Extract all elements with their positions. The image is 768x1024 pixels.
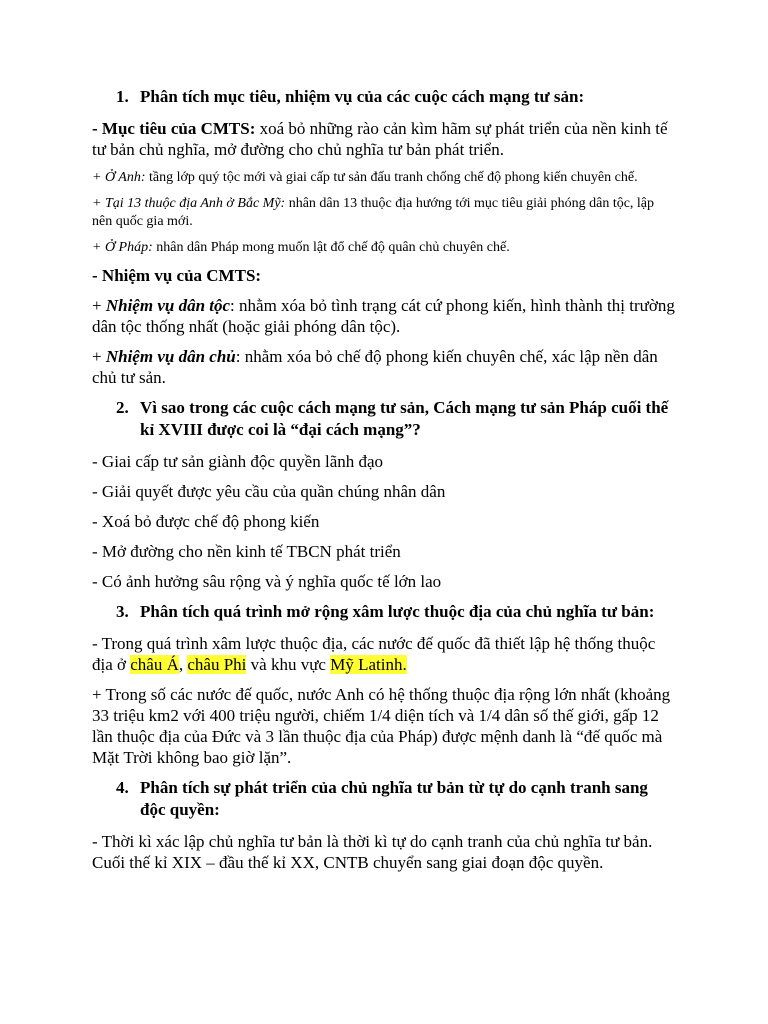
task2-paragraph: + Nhiệm vụ dân chủ: nhằm xóa bỏ chế độ phong kiến chuyên chế, xác lập nền dân chủ tư sản. <box>92 347 658 387</box>
task1-paragraph: + Nhiệm vụ dân tộc: nhằm xóa bỏ tình trạng cát cứ phong kiến, hình thành thị trường dân tộc thống nhất (hoặc giải phóng dân tộc). <box>92 296 675 336</box>
section-1-heading <box>92 86 676 108</box>
my-label: + Tại 13 thuộc địa Anh ở Bắc Mỹ: <box>92 196 286 211</box>
my-paragraph <box>92 195 676 231</box>
goal-paragraph <box>92 118 676 160</box>
anh-paragraph <box>92 169 676 187</box>
list-item: - Có ảnh hưởng sâu rộng và ý nghĩa quốc tế lớn lao <box>92 572 442 591</box>
section-2-heading <box>92 397 676 441</box>
section-4-heading <box>92 777 676 821</box>
monopoly-paragraph: - Thời kì xác lập chủ nghĩa tư bản là thời kì tự do cạnh tranh của chủ nghĩa tư bản. Cuối thế kỉ XIX – đầu thế kỉ XX, CNTB chuyển sang giai đoạn độc quyền. <box>92 832 653 872</box>
goal-text: xoá bỏ những rào cản kìm hãm sự phát triển của nền kinh tế tư bản chủ nghĩa, mở đường cho chủ nghĩa tư bản phát triển. <box>92 119 668 159</box>
my-text: nhân dân 13 thuộc địa hướng tới mục tiêu giải phóng dân tộc, lập nên quốc gia mới. <box>92 196 655 229</box>
list-item: - Giải quyết được yêu cầu của quần chúng nhân dân <box>92 482 446 501</box>
highlight-chau-phi: châu Phi <box>187 655 247 674</box>
highlight-my-latinh: Mỹ Latinh. <box>330 655 407 674</box>
section-3-heading <box>92 601 676 623</box>
list-item: - Giai cấp tư sản giành độc quyền lãnh đạo <box>92 452 384 471</box>
section-number: 2. <box>116 398 129 417</box>
phap-text: nhân dân Pháp mong muốn lật đổ chế độ quân chủ chuyên chế. <box>152 240 510 255</box>
england-paragraph: + Trong số các nước đế quốc, nước Anh có hệ thống thuộc địa rộng lớn nhất (khoảng 33 triệu km2 với 400 triệu người, chiếm 1/4 diện tích và 1/4 dân số thế giới, gấp 12 lần thuộc địa của Đức và 3 lần thuộc địa của Pháp) được mệnh danh là “đế quốc mà Mặt Trời không bao giờ lặn”. <box>92 685 671 767</box>
section-title: Phân tích mục tiêu, nhiệm vụ của các cuộc cách mạng tư sản: <box>140 87 585 106</box>
phap-paragraph <box>92 239 676 257</box>
list-item: - Mở đường cho nền kinh tế TBCN phát triển <box>92 542 401 561</box>
phap-label: + Ở Pháp: <box>92 240 153 255</box>
anh-text: tầng lớp quý tộc mới và giai cấp tư sản đấu tranh chống chế độ phong kiến chuyên chế. <box>145 170 638 185</box>
section-title: Phân tích quá trình mở rộng xâm lược thuộc địa của chủ nghĩa tư bản: <box>140 602 655 621</box>
highlight-chau-a: châu Á <box>130 655 179 674</box>
task1-text: : nhằm xóa bỏ tình trạng cát cứ phong kiến, hình thành thị trường dân tộc thống nhất (hoặc giải phóng dân tộc). <box>92 296 675 336</box>
task2-label: Nhiệm vụ dân chủ <box>105 347 236 366</box>
section-number: 4. <box>116 778 129 797</box>
task1-label: Nhiệm vụ dân tộc <box>105 296 231 315</box>
section-title: Vì sao trong các cuộc cách mạng tư sản, Cách mạng tư sản Pháp cuối thế kỉ XVIII được coi là “đại cách mạng”? <box>140 398 669 439</box>
colonies-paragraph: - Trong quá trình xâm lược thuộc địa, các nước đế quốc đã thiết lập hệ thống thuộc địa ở châu Á, châu Phi và khu vực Mỹ Latinh. <box>92 634 656 674</box>
section-number: 1. <box>116 87 129 106</box>
task-heading: - Nhiệm vụ của CMTS: <box>92 266 262 285</box>
task2-text: : nhằm xóa bỏ chế độ phong kiến chuyên chế, xác lập nền dân chủ tư sản. <box>92 347 658 387</box>
list-item: - Xoá bỏ được chế độ phong kiến <box>92 512 320 531</box>
section-number: 3. <box>116 602 129 621</box>
goal-label: - Mục tiêu của CMTS: <box>92 119 256 138</box>
section-title: Phân tích sự phát triển của chủ nghĩa tư bản từ tự do cạnh tranh sang độc quyền: <box>140 778 648 819</box>
anh-label: + Ở Anh: <box>92 170 146 185</box>
